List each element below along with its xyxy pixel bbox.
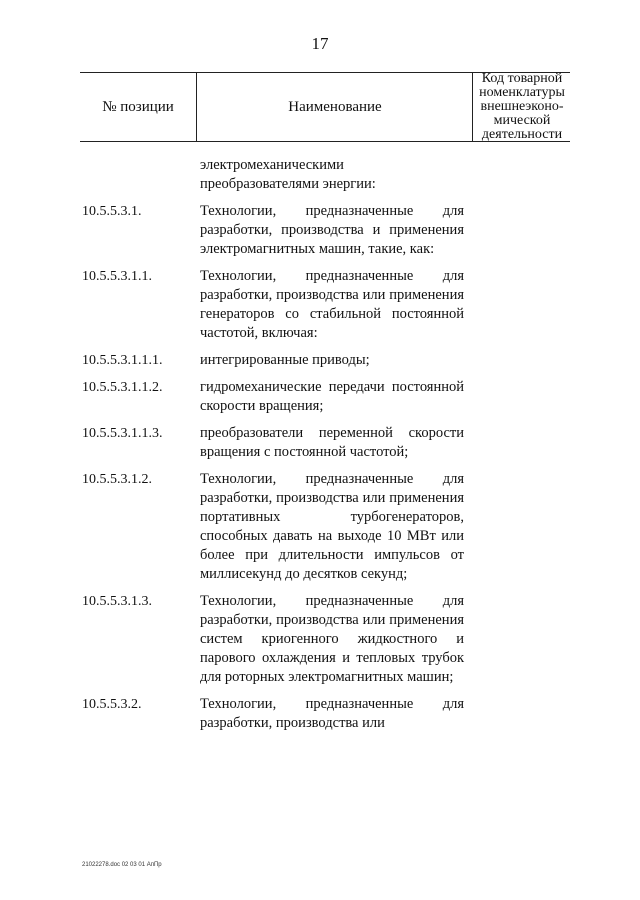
entry-position: 10.5.5.3.1.1. [82, 269, 152, 284]
entry-position: 10.5.5.3.1.1.1. [82, 353, 163, 368]
entry-position: 10.5.5.3.1.1.2. [82, 380, 163, 395]
page-number: 17 [311, 34, 329, 53]
entry-position: 10.5.5.3.1.3. [82, 594, 152, 609]
table-row [82, 695, 564, 733]
entry-position: 10.5.5.3.1.2. [82, 472, 152, 487]
table-header [80, 72, 570, 142]
table-row [82, 470, 564, 584]
entry-text: Технологии, предназначенные для разработки, производства и применения электромагнитных машин, такие, как: [200, 203, 464, 257]
entry-text: преобразователи переменной скорости вращения с постоянной частотой; [200, 425, 464, 460]
table-row [82, 202, 564, 259]
entry-position: 10.5.5.3.1. [82, 204, 142, 219]
table-row [82, 267, 564, 343]
entry-text: Технологии, предназначенные для разработки, производства или применения генераторов со стабильной постоянной частотой, включая: [200, 268, 464, 341]
entry-position: 10.5.5.3.2. [82, 697, 142, 712]
entry-text: интегрированные приводы; [200, 352, 370, 368]
entry-position [82, 156, 200, 194]
table-row [82, 592, 564, 687]
entry-position: 10.5.5.3.1.1.3. [82, 426, 163, 441]
entry-text: Технологии, предназначенные для разработки, производства или применения портативных турбогенераторов, способных давать на выходе 10 МВт или более при длительности импульсов от миллисекунд до десятков секунд; [200, 471, 464, 582]
table-row [82, 156, 564, 194]
name-column-header: Наименование [196, 73, 473, 141]
document-footer: 21022278.doc 02 03 01 АпПр [82, 862, 162, 868]
entries-list [82, 156, 564, 741]
entry-text: Технологии, предназначенные для разработки, производства или [200, 696, 464, 731]
code-column-header: Код товарной номенклатуры внешнеэконо-мической деятельности [472, 73, 571, 141]
entry-text: Технологии, предназначенные для разработки, производства или применения систем криогенного жидкостного и парового охлаждения и тепловых трубок для роторных электромагнитных машин; [200, 593, 464, 685]
table-row [82, 424, 564, 462]
entry-text: гидромеханические передачи постоянной скорости вращения; [200, 379, 464, 414]
entry-text: электромеханическими преобразователями энергии: [200, 157, 376, 192]
table-row [82, 378, 564, 416]
table-row [82, 351, 564, 370]
position-column-header: № позиции [102, 98, 174, 115]
